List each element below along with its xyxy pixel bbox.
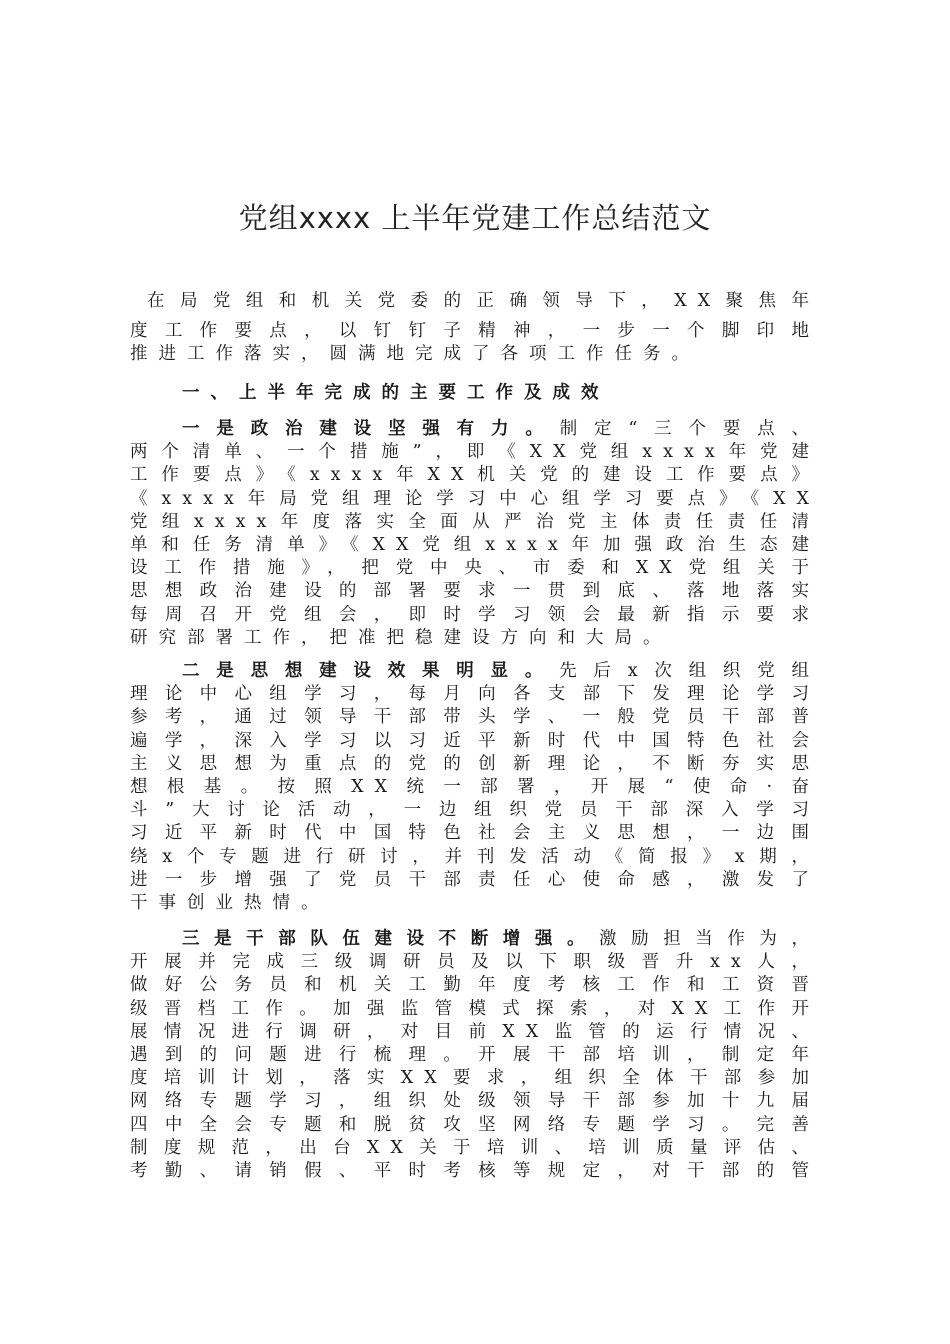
paragraph-first-rest: 先后x次组织党组 <box>559 661 821 681</box>
paragraph-lead: 一是政治建设坚强有力。 <box>182 419 560 439</box>
intro-line: 推进工作落实，圆满地完成了各项工作任务。 <box>130 344 700 365</box>
paragraph-line: 单和任务清单》《XX党组xxxx年加强政治生态建 <box>130 535 820 556</box>
paragraph-lead: 三是干部队伍建设不断增强。 <box>182 929 600 949</box>
paragraph-line: 习近平新时代中国特色社会主义思想，一边围 <box>130 823 820 844</box>
paragraph-first-rest: 激励担当作为， <box>599 929 821 949</box>
paragraph-line: 度培训计划，落实XX要求，组织全体干部参加 <box>130 1068 820 1089</box>
intro-line: 度工作要点，以钉钉子精神，一步一个脚印地 <box>130 321 820 342</box>
paragraph-cadre <box>130 928 820 1183</box>
paragraph-line: 思想政治建设的部署要求一贯到底、落地落实 <box>130 581 820 602</box>
paragraph-line: 开展并完成三级调研员及以下职级晋升xx人， <box>130 952 820 973</box>
paragraph-line: 党组xxxx年度落实全面从严治党主体责任责任清 <box>130 511 820 532</box>
section-heading: 一、上半年完成的主要工作及成效 <box>182 383 610 403</box>
paragraph-line: 遇到的问题进行梳理。开展干部培训，制定年 <box>130 1045 820 1066</box>
paragraph-ideological <box>130 660 820 915</box>
paragraph-line: 工作要点》《xxxx年XX机关党的建设工作要点》 <box>130 465 820 486</box>
paragraph-line: 做好公务员和机关工勤年度考核工作和工资晋 <box>130 975 820 996</box>
paragraph-line: 干事创业热情。 <box>130 893 330 914</box>
paragraph-line: 制度规范，出台XX关于培训、培训质量评估、 <box>130 1137 820 1158</box>
paragraph-lead: 二是思想建设效果明显。 <box>182 661 560 681</box>
intro-line: 在局党组和机关党委的正确领导下，XX聚焦年 <box>147 291 820 311</box>
paragraph-line: 想根基。按照XX统一部署，开展“使命·奋 <box>130 777 820 798</box>
paragraph-line: 绕x个专题进行研讨，并刊发活动《简报》x期， <box>130 846 820 867</box>
paragraph-line: 每周召开党组会，即时学习领会最新指示要求 <box>130 604 820 625</box>
paragraph-line: 两个清单、一个措施”，即《XX党组xxxx年党建 <box>130 442 820 463</box>
intro-paragraph <box>130 290 820 367</box>
paragraph-first-line <box>130 418 820 441</box>
paragraph-line: 四中全会专题和脱贫攻坚网络专题学习。完善 <box>130 1114 820 1135</box>
paragraph-line: 遍学，深入学习以习近平新时代中国特色社会 <box>130 730 820 751</box>
paragraph-first-line <box>130 660 820 683</box>
section-heading-block <box>130 382 820 405</box>
paragraph-line: 理论中心组学习，每月向各支部下发理论学习 <box>130 684 820 705</box>
paragraph-line: 斗”大讨论活动，一边组织党员干部深入学习 <box>130 800 820 821</box>
paragraph-political <box>130 418 820 650</box>
document-title: 党组xxxx 上半年党建工作总结范文 <box>238 201 712 235</box>
paragraph-line: 展情况进行调研，对目前XX监管的运行情况、 <box>130 1021 820 1042</box>
paragraph-line: 主义思想为重点的党的创新理论，不断夯实思 <box>130 753 820 774</box>
paragraph-line: 《xxxx年局党组理论学习中心组学习要点》《XX <box>130 488 820 509</box>
paragraph-line: 设工作措施》，把党中央、市委和XX党组关于 <box>130 558 820 579</box>
paragraph-first-line <box>130 928 820 951</box>
paragraph-line: 研究部署工作，把准把稳建设方向和大局。 <box>130 627 672 648</box>
paragraph-line: 考勤、请销假、平时考核等规定，对干部的管 <box>130 1161 820 1182</box>
paragraph-line: 进一步增强了党员干部责任心使命感，激发了 <box>130 869 820 890</box>
paragraph-line: 级晋档工作。加强监管模式探索，对XX工作开 <box>130 998 820 1019</box>
paragraph-line: 网络专题学习，组织处级领导干部参加十九届 <box>130 1091 820 1112</box>
paragraph-first-rest: 制定“三个要点、 <box>559 419 821 439</box>
paragraph-line: 参考，通过领导干部带头学、一般党员干部普 <box>130 707 820 728</box>
